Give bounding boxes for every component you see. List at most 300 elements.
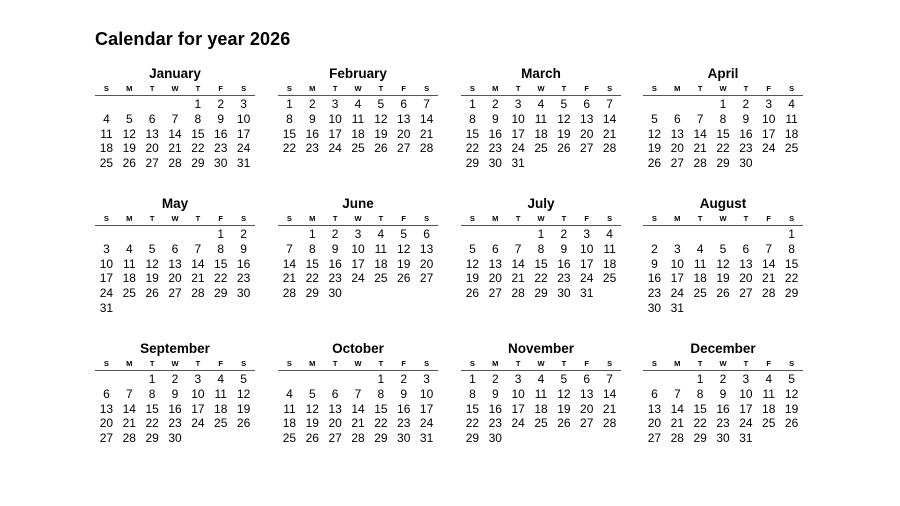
weekday-header: T: [515, 214, 521, 223]
day-cell: 28: [168, 156, 182, 171]
day-cell: 31: [419, 431, 434, 446]
weekday-header: T: [515, 84, 521, 93]
day-cell: 29: [465, 431, 480, 446]
day-cell: 12: [145, 256, 159, 271]
day-cell: 15: [305, 256, 319, 271]
day-cell: 28: [670, 431, 684, 446]
day-cell: 21: [419, 126, 434, 141]
day-cell: 26: [557, 416, 571, 431]
day-cell: 31: [99, 300, 114, 315]
day-cell: 22: [716, 141, 730, 156]
day-cell: 2: [719, 372, 727, 386]
day-cell: 25: [534, 141, 548, 156]
month-august: [643, 196, 803, 316]
day-cell: 29: [145, 431, 159, 446]
month-april: [643, 66, 803, 171]
weekday-header: T: [743, 84, 749, 93]
day-cell: 20: [419, 256, 434, 271]
day-cell: 18: [602, 256, 617, 271]
weekday-header: M: [674, 359, 681, 368]
day-cell: 22: [784, 271, 799, 286]
weekday-header: T: [561, 214, 567, 223]
day-cell: 22: [465, 141, 480, 156]
day-cell: 10: [511, 386, 525, 401]
day-cell: 13: [580, 111, 594, 126]
day-cell: 12: [716, 256, 730, 271]
day-cell: 24: [580, 271, 594, 286]
day-cell: 9: [491, 386, 499, 401]
day-cell: 22: [465, 416, 480, 431]
day-cell: 28: [191, 286, 205, 301]
day-cell: 30: [488, 431, 502, 446]
day-cell: 5: [125, 111, 133, 126]
weekday-header: F: [766, 214, 772, 223]
day-cell: 19: [305, 416, 319, 431]
weekday-header-row: [95, 213, 255, 226]
weekday-header: T: [195, 84, 201, 93]
weekday-header: S: [286, 214, 292, 223]
empty-day-cell: [118, 227, 141, 242]
empty-day-cell: [164, 227, 187, 242]
empty-day-cell: [484, 227, 507, 242]
day-cell: 5: [400, 227, 408, 241]
day-cell: 2: [217, 97, 225, 111]
days-grid: [643, 372, 803, 446]
day-cell: 19: [397, 256, 411, 271]
day-cell: 20: [739, 271, 753, 286]
weekday-header: W: [171, 84, 179, 93]
weekday-header: M: [674, 84, 681, 93]
day-cell: 20: [99, 416, 114, 431]
day-cell: 15: [145, 401, 159, 416]
weekday-header: T: [332, 359, 338, 368]
weekday-header: S: [103, 214, 109, 223]
day-cell: 17: [762, 126, 776, 141]
month-july: [461, 196, 621, 301]
day-cell: 16: [328, 256, 342, 271]
day-cell: 31: [511, 156, 525, 171]
day-cell: 12: [647, 126, 662, 141]
day-cell: 2: [331, 227, 339, 241]
day-cell: 5: [148, 241, 156, 256]
day-cell: 2: [651, 241, 658, 256]
day-cell: 23: [168, 416, 182, 431]
day-cell: 13: [739, 256, 753, 271]
day-cell: 22: [191, 141, 205, 156]
weekday-header: T: [561, 84, 567, 93]
day-cell: 23: [328, 271, 342, 286]
day-cell: 19: [716, 271, 730, 286]
weekday-header-row: [95, 358, 255, 371]
weekday-header: F: [766, 84, 772, 93]
day-cell: 30: [488, 156, 502, 171]
weekday-header: T: [697, 359, 703, 368]
empty-day-cell: [95, 97, 118, 112]
day-cell: 30: [557, 286, 571, 301]
empty-day-cell: [689, 227, 712, 242]
day-cell: 4: [217, 372, 225, 386]
day-cell: 16: [716, 401, 730, 416]
day-cell: 8: [469, 111, 476, 126]
month-name: August: [699, 196, 747, 211]
day-cell: 7: [171, 111, 179, 126]
day-cell: 5: [377, 97, 385, 111]
day-cell: 14: [511, 256, 525, 271]
day-cell: 26: [145, 286, 159, 301]
page-title: Calendar for year 2026: [95, 29, 291, 49]
empty-day-cell: [461, 227, 484, 242]
month-name: April: [707, 66, 739, 81]
day-cell: 23: [305, 141, 319, 156]
weekday-header: T: [561, 359, 567, 368]
weekday-header: S: [789, 359, 795, 368]
day-cell: 13: [580, 386, 594, 401]
day-cell: 17: [511, 401, 525, 416]
month-september: [95, 341, 255, 446]
weekday-header: W: [719, 214, 727, 223]
weekday-header: T: [743, 214, 749, 223]
day-cell: 14: [419, 111, 434, 126]
day-cell: 24: [328, 141, 342, 156]
day-cell: 10: [99, 256, 114, 271]
month-june: [278, 196, 438, 301]
day-cell: 10: [511, 111, 525, 126]
day-cell: 8: [286, 111, 293, 126]
day-cell: 23: [214, 141, 228, 156]
day-cell: 19: [784, 401, 799, 416]
weekday-header: T: [149, 84, 155, 93]
weekday-header: S: [607, 214, 613, 223]
day-cell: 10: [419, 386, 434, 401]
weekday-header: S: [241, 359, 247, 368]
weekday-header-row: [643, 358, 803, 371]
days-grid: [461, 372, 621, 446]
day-cell: 16: [488, 401, 502, 416]
day-cell: 1: [286, 97, 293, 111]
day-cell: 28: [602, 416, 617, 431]
days-grid: [643, 227, 803, 316]
weekday-header: S: [424, 359, 430, 368]
weekday-header: S: [469, 214, 475, 223]
day-cell: 11: [123, 256, 136, 271]
day-cell: 12: [557, 386, 571, 401]
day-cell: 28: [419, 141, 434, 156]
day-cell: 19: [374, 126, 388, 141]
day-cell: 28: [602, 141, 617, 156]
day-cell: 30: [236, 286, 251, 301]
day-cell: 24: [99, 286, 114, 301]
month-february: [278, 66, 438, 156]
weekday-header: F: [218, 359, 224, 368]
weekday-header-row: [643, 213, 803, 226]
day-cell: 9: [171, 386, 179, 401]
day-cell: 27: [328, 431, 342, 446]
month-name: October: [332, 341, 384, 356]
day-cell: 22: [214, 271, 228, 286]
day-cell: 2: [491, 97, 499, 111]
day-cell: 25: [99, 156, 114, 171]
day-cell: 3: [514, 97, 522, 111]
day-cell: 6: [742, 241, 750, 256]
weekday-header: T: [697, 214, 703, 223]
day-cell: 12: [397, 241, 411, 256]
day-cell: 9: [651, 256, 658, 271]
day-cell: 19: [557, 401, 571, 416]
day-cell: 18: [534, 401, 548, 416]
day-cell: 25: [122, 286, 136, 301]
empty-day-cell: [118, 372, 141, 387]
empty-day-cell: [301, 372, 324, 387]
day-cell: 2: [742, 97, 750, 111]
day-cell: 8: [788, 241, 795, 256]
day-cell: 15: [534, 256, 548, 271]
weekday-header: F: [401, 214, 407, 223]
day-cell: 4: [537, 97, 545, 111]
weekday-header: F: [218, 214, 224, 223]
empty-day-cell: [643, 97, 666, 112]
day-cell: 23: [488, 416, 502, 431]
day-cell: 16: [557, 256, 571, 271]
day-cell: 9: [742, 111, 750, 126]
day-cell: 28: [351, 431, 365, 446]
day-cell: 11: [374, 241, 388, 256]
month-name: January: [149, 66, 201, 81]
day-cell: 6: [423, 227, 430, 241]
day-cell: 25: [784, 141, 799, 156]
day-cell: 13: [168, 256, 182, 271]
day-cell: 15: [191, 126, 205, 141]
month-name: March: [521, 66, 561, 81]
day-cell: 24: [511, 141, 525, 156]
empty-day-cell: [689, 97, 712, 112]
weekday-header: S: [424, 84, 430, 93]
day-cell: 28: [693, 156, 707, 171]
day-cell: 19: [647, 141, 662, 156]
empty-day-cell: [643, 372, 666, 387]
day-cell: 9: [719, 386, 727, 401]
day-cell: 30: [328, 286, 342, 301]
day-cell: 8: [377, 386, 385, 401]
day-cell: 18: [534, 126, 548, 141]
day-cell: 24: [670, 286, 684, 301]
day-cell: 17: [419, 401, 434, 416]
empty-day-cell: [643, 227, 666, 242]
weekday-header: F: [218, 84, 224, 93]
day-cell: 17: [670, 271, 684, 286]
day-cell: 30: [716, 431, 730, 446]
day-cell: 27: [145, 156, 159, 171]
weekday-header-row: [95, 83, 255, 96]
day-cell: 5: [560, 97, 568, 111]
day-cell: 10: [580, 241, 594, 256]
days-grid: [278, 372, 438, 446]
day-cell: 1: [148, 372, 156, 386]
weekday-header-row: [278, 358, 438, 371]
day-cell: 2: [308, 97, 316, 111]
day-cell: 8: [217, 241, 225, 256]
month-december: [643, 341, 803, 446]
weekday-header: W: [171, 359, 179, 368]
day-cell: 20: [328, 416, 342, 431]
weekday-header-row: [461, 83, 621, 96]
day-cell: 13: [419, 241, 434, 256]
day-cell: 10: [236, 111, 251, 126]
day-cell: 26: [784, 416, 799, 431]
day-cell: 9: [400, 386, 408, 401]
day-cell: 23: [716, 416, 730, 431]
day-cell: 11: [762, 386, 775, 401]
weekday-header: T: [332, 84, 338, 93]
day-cell: 5: [719, 241, 727, 256]
day-cell: 23: [488, 141, 502, 156]
empty-day-cell: [118, 97, 141, 112]
day-cell: 3: [765, 97, 773, 111]
day-cell: 17: [351, 256, 365, 271]
weekday-header: M: [126, 84, 133, 93]
day-cell: 20: [168, 271, 182, 286]
day-cell: 20: [580, 126, 594, 141]
month-march: [461, 66, 621, 171]
day-cell: 27: [99, 431, 114, 446]
day-cell: 13: [670, 126, 684, 141]
empty-day-cell: [95, 227, 118, 242]
empty-day-cell: [666, 372, 689, 387]
day-cell: 22: [305, 271, 319, 286]
day-cell: 6: [400, 97, 408, 111]
weekday-header: T: [378, 359, 384, 368]
weekday-header-row: [461, 358, 621, 371]
weekday-header-row: [643, 83, 803, 96]
day-cell: 26: [647, 156, 662, 171]
day-cell: 11: [534, 386, 548, 401]
day-cell: 7: [673, 386, 681, 401]
day-cell: 31: [580, 286, 594, 301]
day-cell: 3: [742, 372, 750, 386]
day-cell: 29: [534, 286, 548, 301]
day-cell: 12: [465, 256, 480, 271]
day-cell: 11: [693, 256, 707, 271]
day-cell: 21: [693, 141, 707, 156]
weekday-header: S: [286, 84, 292, 93]
weekday-header: S: [286, 359, 292, 368]
weekday-header: W: [171, 214, 179, 223]
weekday-header: S: [103, 84, 109, 93]
day-cell: 1: [537, 227, 545, 241]
weekday-header: T: [378, 214, 384, 223]
empty-day-cell: [186, 227, 209, 242]
day-cell: 25: [351, 141, 365, 156]
day-cell: 11: [785, 111, 798, 126]
day-cell: 18: [693, 271, 707, 286]
day-cell: 12: [236, 386, 251, 401]
day-cell: 9: [491, 111, 499, 126]
day-cell: 11: [534, 111, 548, 126]
days-grid: [643, 97, 803, 171]
weekday-header: T: [195, 214, 201, 223]
month-name: June: [342, 196, 374, 211]
day-cell: 16: [488, 126, 502, 141]
weekday-header: S: [241, 84, 247, 93]
day-cell: 25: [693, 286, 707, 301]
weekday-header: S: [241, 214, 247, 223]
day-cell: 27: [168, 286, 182, 301]
weekday-header: T: [697, 84, 703, 93]
day-cell: 31: [670, 300, 684, 315]
days-grid: [95, 372, 255, 446]
day-cell: 10: [328, 111, 342, 126]
day-cell: 10: [670, 256, 684, 271]
day-cell: 30: [647, 300, 662, 315]
day-cell: 20: [145, 141, 159, 156]
day-cell: 21: [762, 271, 776, 286]
day-cell: 12: [374, 111, 388, 126]
weekday-header: M: [126, 359, 133, 368]
day-cell: 6: [148, 111, 156, 126]
day-cell: 18: [784, 126, 799, 141]
day-cell: 5: [240, 372, 247, 386]
weekday-header: S: [789, 214, 795, 223]
weekday-header: W: [354, 84, 362, 93]
day-cell: 1: [194, 97, 202, 111]
day-cell: 26: [465, 286, 480, 301]
day-cell: 19: [465, 271, 480, 286]
day-cell: 30: [214, 156, 228, 171]
day-cell: 11: [214, 386, 227, 401]
empty-day-cell: [324, 372, 347, 387]
day-cell: 18: [214, 401, 228, 416]
day-cell: 8: [537, 241, 545, 256]
day-cell: 21: [602, 401, 617, 416]
day-cell: 6: [103, 386, 110, 401]
day-cell: 29: [465, 156, 480, 171]
month-name: December: [690, 341, 756, 356]
empty-day-cell: [164, 97, 187, 112]
day-cell: 20: [488, 271, 502, 286]
weekday-header: S: [424, 214, 430, 223]
day-cell: 25: [214, 416, 228, 431]
day-cell: 14: [282, 256, 297, 271]
empty-day-cell: [95, 372, 118, 387]
day-cell: 27: [670, 156, 684, 171]
month-november: [461, 341, 621, 446]
day-cell: 8: [148, 386, 156, 401]
empty-day-cell: [278, 372, 301, 387]
day-cell: 13: [397, 111, 411, 126]
day-cell: 29: [716, 156, 730, 171]
weekday-header: T: [515, 359, 521, 368]
month-october: [278, 341, 438, 446]
day-cell: 24: [191, 416, 205, 431]
day-cell: 18: [99, 141, 114, 156]
day-cell: 5: [560, 372, 568, 386]
day-cell: 6: [583, 372, 591, 386]
day-cell: 5: [788, 372, 795, 386]
day-cell: 30: [739, 156, 753, 171]
weekday-header: F: [584, 84, 590, 93]
day-cell: 15: [465, 401, 480, 416]
weekday-header: S: [651, 84, 657, 93]
day-cell: 4: [286, 386, 293, 401]
day-cell: 3: [354, 227, 362, 241]
day-cell: 20: [647, 416, 662, 431]
weekday-header: F: [766, 359, 772, 368]
day-cell: 9: [560, 241, 568, 256]
day-cell: 3: [583, 227, 591, 241]
day-cell: 21: [168, 141, 182, 156]
day-cell: 30: [168, 431, 182, 446]
day-cell: 20: [670, 141, 684, 156]
day-cell: 29: [214, 286, 228, 301]
